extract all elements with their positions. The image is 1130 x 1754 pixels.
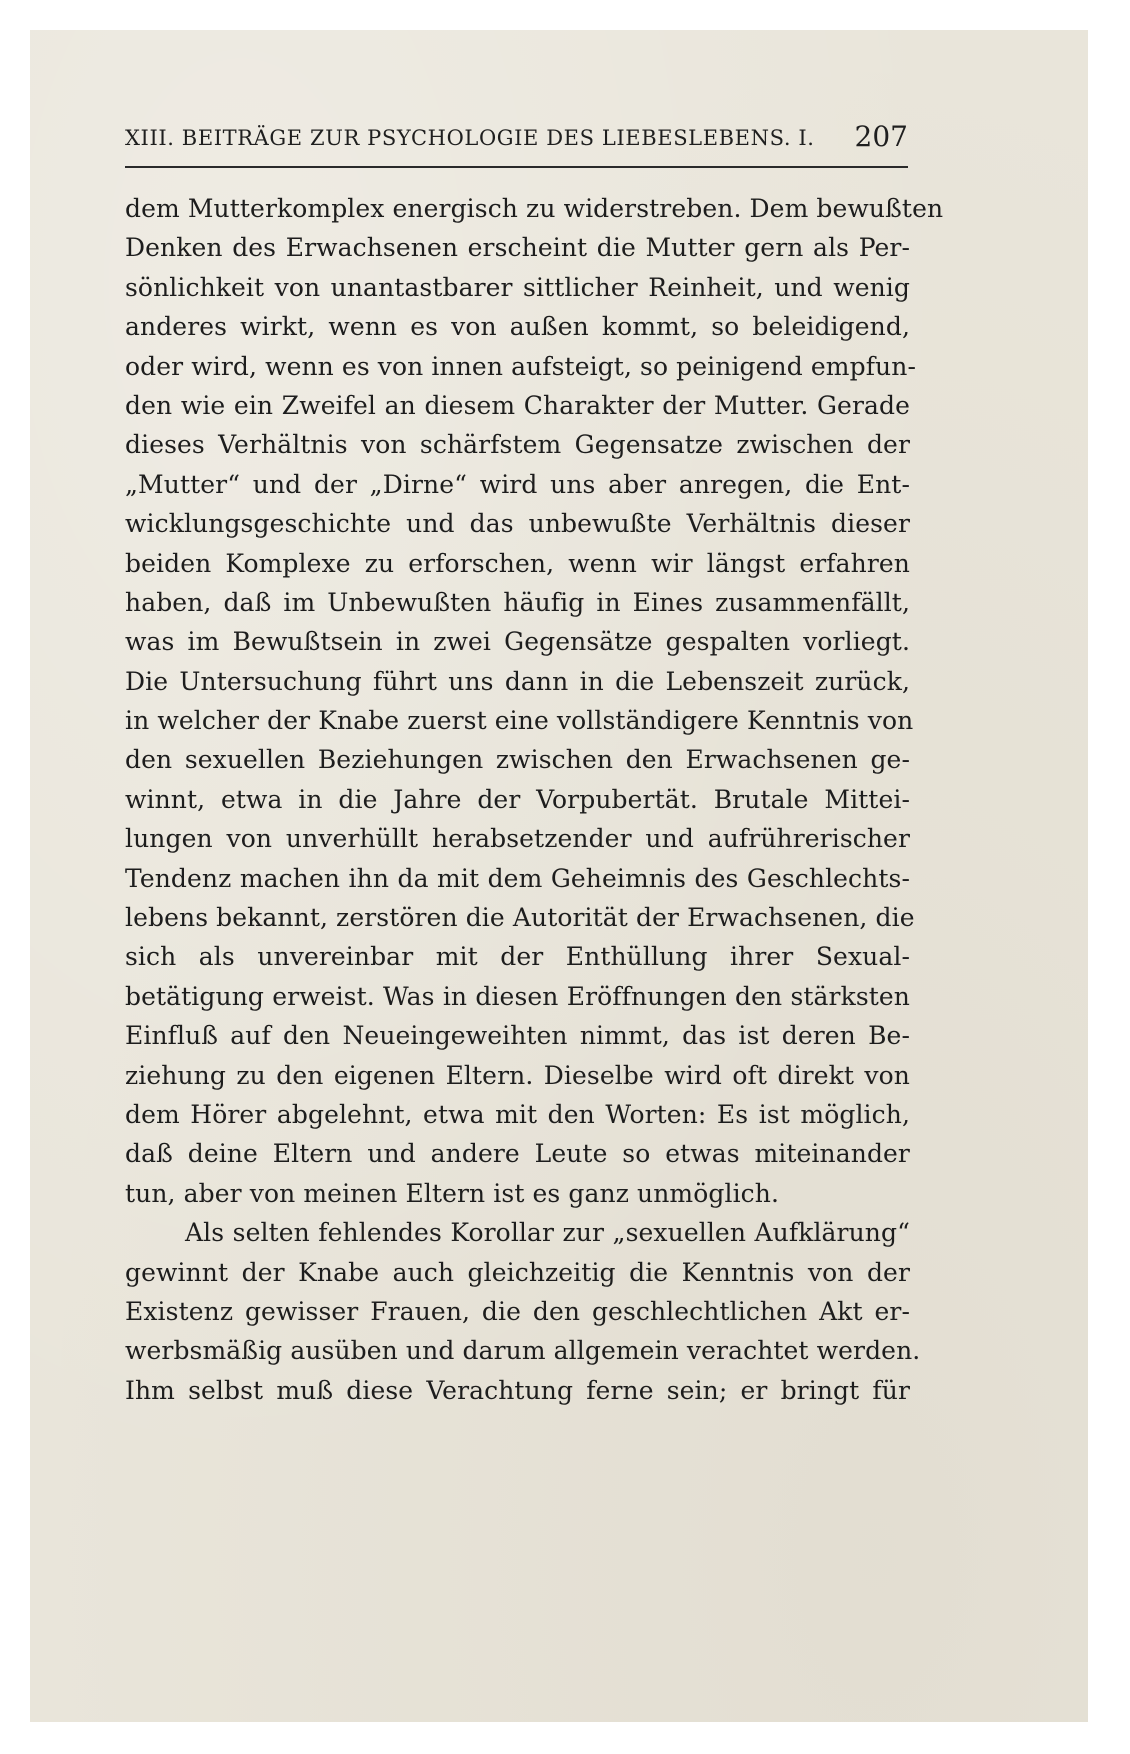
text-line: Denken des Erwachsenen erscheint die Mutter gern als Per- bbox=[125, 233, 910, 263]
text-line: Die Untersuchung führt uns dann in die Lebenszeit zurück, bbox=[125, 666, 910, 696]
paragraph-end-line: tun, aber von meinen Eltern ist es ganz unmöglich. bbox=[125, 1178, 780, 1208]
text-line: werbsmäßig ausüben und darum allgemein verachtet werden. bbox=[125, 1336, 921, 1366]
text-line: betätigung erweist. Was in diesen Eröffnungen den stärksten bbox=[125, 981, 910, 1011]
text-line: lebens bekannt, zerstören die Autorität der Erwachsenen, die bbox=[125, 903, 915, 933]
text-line: anderes wirkt, wenn es von außen kommt, so beleidigend, bbox=[125, 312, 910, 342]
text-line: wicklungsgeschichte und das unbewußte Verhältnis dieser bbox=[125, 509, 910, 539]
text-line: Einfluß auf den Neueingeweihten nimmt, das ist deren Be- bbox=[125, 1021, 910, 1051]
text-line: den wie ein Zweifel an diesem Charakter der Mutter. Gerade bbox=[125, 390, 910, 420]
running-head bbox=[125, 116, 908, 168]
text-line: beiden Komplexe zu erforschen, wenn wir längst erfahren bbox=[125, 548, 910, 578]
page-number: 207 bbox=[854, 120, 908, 153]
text-line: haben, daß im Unbewußten häufig in Eines zusammenfällt, bbox=[125, 587, 910, 617]
running-title: XIII. BEITRÄGE ZUR PSYCHOLOGIE DES LIEBESLEBENS. I. bbox=[125, 126, 815, 150]
text-line: daß deine Eltern und andere Leute so etwas miteinander bbox=[125, 1139, 910, 1169]
text-line: Tendenz machen ihn da mit dem Geheimnis des Geschlechts- bbox=[125, 863, 910, 893]
text-line: Existenz gewisser Frauen, die den geschlechtlichen Akt er- bbox=[125, 1296, 910, 1326]
text-line: ziehung zu den eigenen Eltern. Dieselbe wird oft direkt von bbox=[125, 1060, 910, 1090]
body-text bbox=[125, 189, 944, 1410]
text-line: dem Mutterkomplex energisch zu widerstreben. Dem bewußten bbox=[125, 194, 944, 223]
text-line: „Mutter“ und der „Dirne“ wird uns aber anregen, die Ent- bbox=[125, 469, 910, 499]
text-line: sich als unvereinbar mit der Enthüllung ihrer Sexual- bbox=[125, 942, 910, 972]
text-line: lungen von unverhüllt herabsetzender und aufrührerischer bbox=[125, 824, 910, 854]
text-line: winnt, etwa in die Jahre der Vorpubertät. Brutale Mittei- bbox=[125, 784, 910, 814]
paragraph-start-line: Als selten fehlendes Korollar zur „sexuellen Aufklärung“ bbox=[185, 1218, 910, 1248]
text-line: den sexuellen Beziehungen zwischen den Erwachsenen ge- bbox=[125, 745, 910, 775]
text-line: dem Hörer abgelehnt, etwa mit den Worten: Es ist möglich, bbox=[125, 1099, 910, 1129]
text-line: was im Bewußtsein in zwei Gegensätze gespalten vorliegt. bbox=[125, 627, 910, 657]
text-line: Ihm selbst muß diese Verachtung ferne sein; er bringt für bbox=[125, 1375, 910, 1405]
text-line: in welcher der Knabe zuerst eine vollständigere Kenntnis von bbox=[125, 706, 914, 736]
text-line: gewinnt der Knabe auch gleichzeitig die Kenntnis von der bbox=[125, 1257, 910, 1287]
text-line: sönlichkeit von unantastbarer sittlicher Reinheit, und wenig bbox=[125, 272, 910, 302]
text-line: oder wird, wenn es von innen aufsteigt, so peinigend empfun- bbox=[125, 351, 917, 381]
text-line: dieses Verhältnis von schärfstem Gegensatze zwischen der bbox=[125, 430, 910, 460]
